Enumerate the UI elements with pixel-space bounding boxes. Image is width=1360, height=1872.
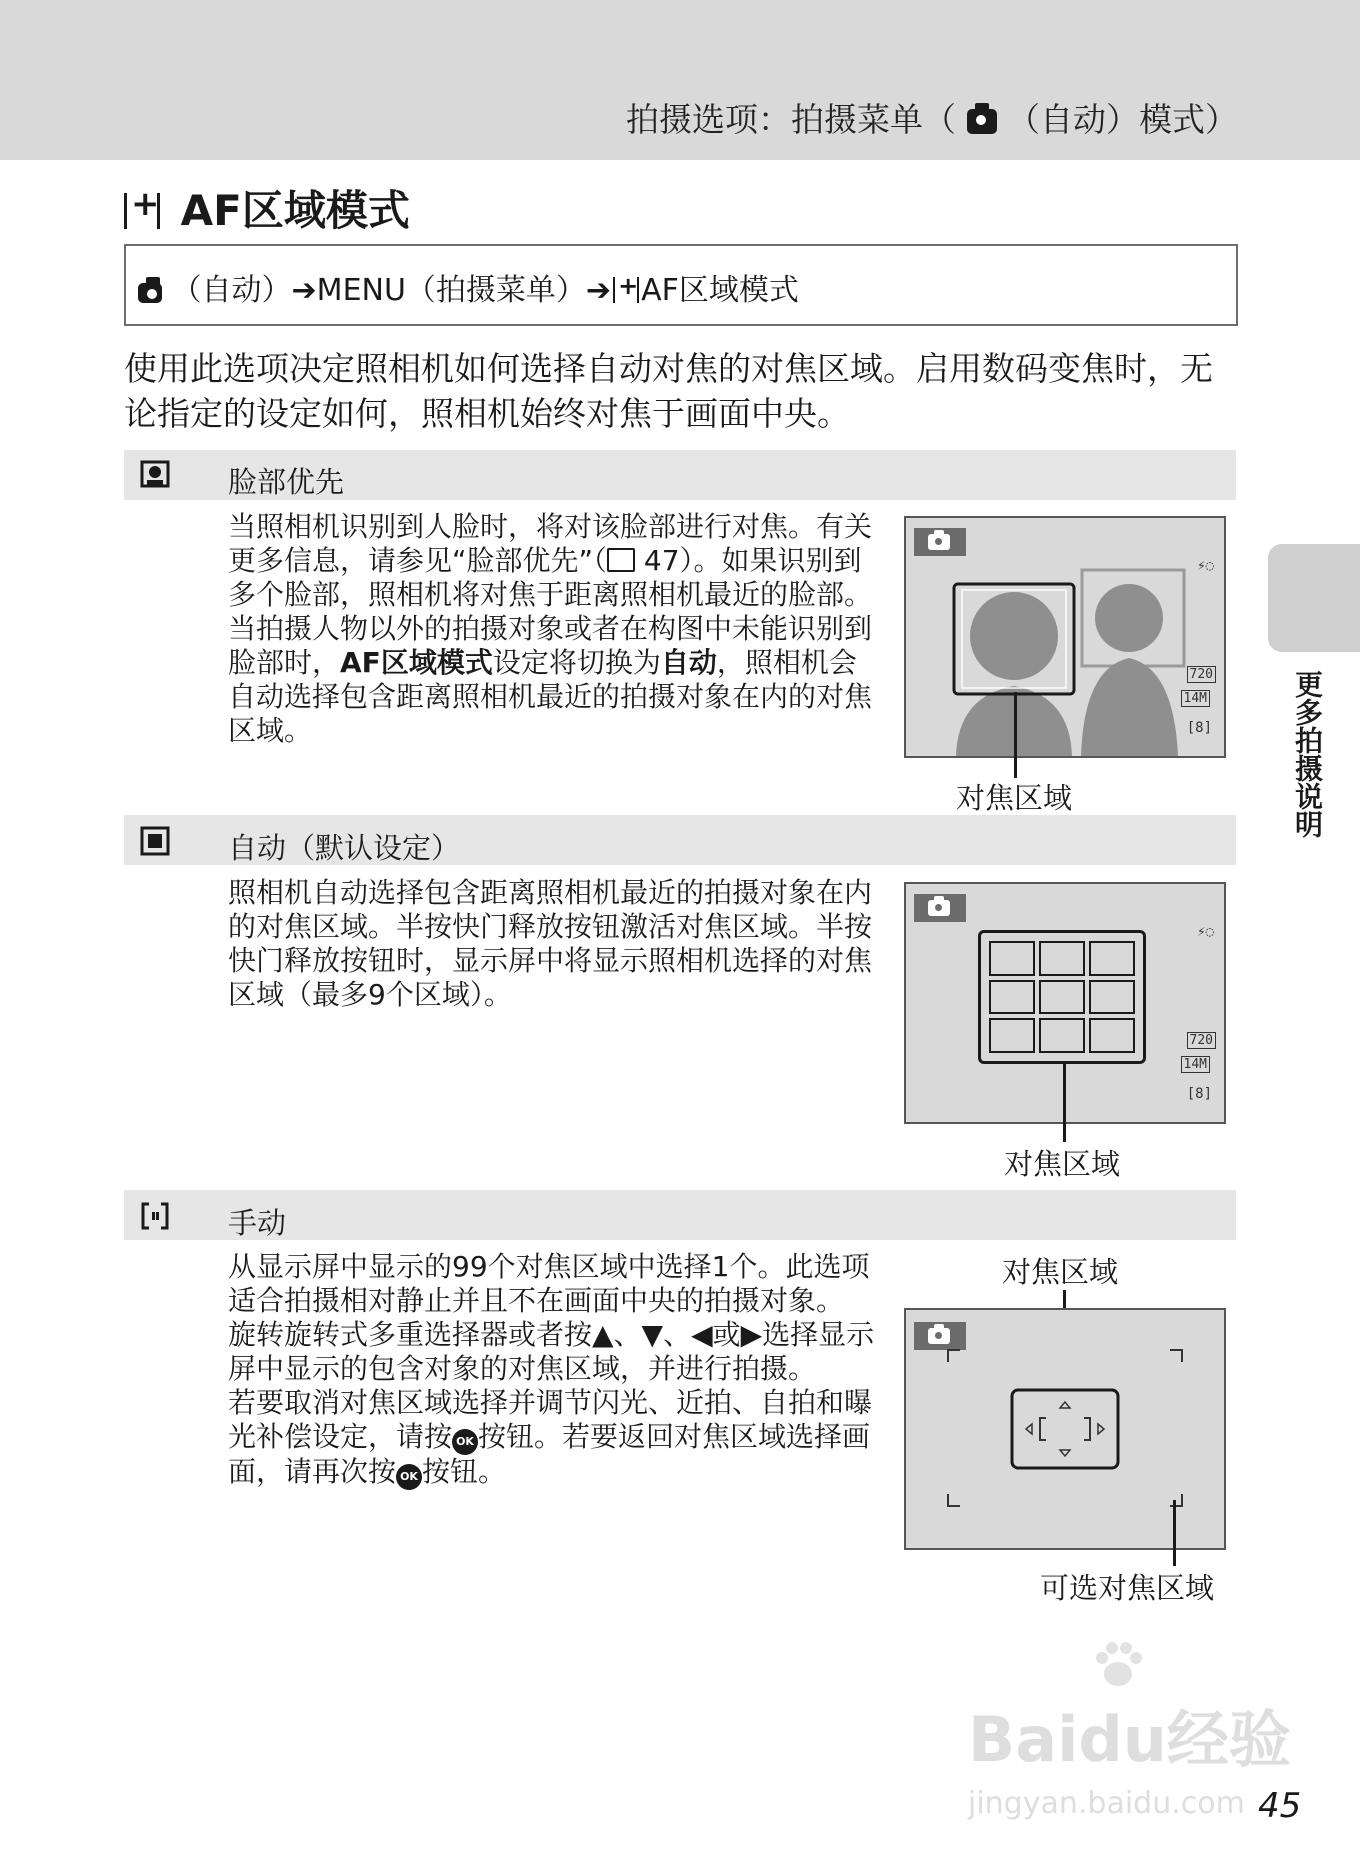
page-title-text: AF区域模式 (180, 186, 410, 235)
section-label-manual: 手动 (228, 1206, 287, 1240)
shooting-mode-tag (914, 894, 966, 922)
af-area-icon (124, 193, 160, 229)
caption-selectable-area: 可选对焦区域 (1040, 1571, 1215, 1605)
section-label-auto: 自动（默认设定） (228, 831, 461, 865)
intro-paragraph: 使用此选项决定照相机如何选择自动对焦的对焦区域。启用数码变焦时，无论指定的设定如何，照相机始终对焦于画面中央。 (124, 349, 1213, 433)
screen-face (904, 516, 1226, 758)
focus-cell (1039, 1018, 1085, 1053)
manual-body-2: 旋转旋转式多重选择器或者按▲、▼、◀或▶选择显示屏中显示的包含对象的对焦区域，并进行拍摄。 (228, 1318, 875, 1385)
screen-manual (904, 1308, 1226, 1550)
flash-icon: ⚡◌ (1197, 558, 1214, 574)
face-body-1b: 47）。如果识别到多个脸部，照相机将对焦于距离照相机最近的脸部。 (228, 544, 873, 611)
breadcrumb-right: （自动）模式） (1007, 100, 1238, 139)
face-1 (970, 592, 1058, 680)
focus-cell (989, 941, 1035, 976)
camera-icon (928, 900, 950, 916)
menu-path-auto: （自动） (171, 273, 292, 308)
manual-scene (906, 1310, 1224, 1548)
watermark-url: jingyan.baidu.com (968, 1786, 1245, 1821)
side-tab (1268, 544, 1360, 652)
breadcrumb-left: 拍摄选项：拍摄菜单（ (626, 100, 956, 139)
face-body-2-bold2: 自动 (660, 646, 717, 679)
caption-focus-area-1: 对焦区域 (956, 781, 1073, 815)
manual-area-icon (140, 1201, 170, 1238)
watermark-brand: Baidu经验 (968, 1703, 1291, 1776)
page-title (124, 178, 410, 238)
corner-tr (1170, 1350, 1182, 1362)
page-number: 45 (1258, 1786, 1302, 1826)
camera-icon (967, 109, 997, 134)
manual-body-3c: 按钮。 (422, 1455, 507, 1488)
section-label-face: 脸部优先 (228, 465, 345, 499)
caption-focus-area-3: 对焦区域 (1002, 1255, 1119, 1289)
flash-icon: ⚡◌ (1197, 924, 1214, 940)
caption-leader-line (1173, 1500, 1176, 1566)
menu-path-menu-arrow: ➔MENU (291, 273, 406, 308)
corner-br (1170, 1494, 1182, 1506)
section-band-manual (124, 1190, 1236, 1240)
caption-focus-area-2: 对焦区域 (1004, 1147, 1121, 1181)
movie-size-indicator: 720 (1187, 1032, 1216, 1048)
focus-cell (989, 1018, 1035, 1053)
face-2 (1095, 584, 1163, 652)
auto-area-icon (140, 826, 170, 863)
focus-cell (1089, 941, 1135, 976)
face-scene (906, 518, 1224, 756)
manual-body-3b: 按钮。若要返回对焦区域选择画面，请再次按 (228, 1420, 871, 1488)
focus-area-group (978, 930, 1146, 1064)
focus-cell (1039, 941, 1085, 976)
header-breadcrumb (626, 94, 1238, 141)
menu-path-af-arrow: ➔ (585, 273, 612, 308)
focus-area-grid (989, 941, 1135, 1053)
focus-cell (989, 980, 1035, 1015)
caption-leader-line (1014, 692, 1017, 778)
manual-body-3a: 若要取消对焦区域选择并调节闪光、近拍、自拍和曝光补偿设定，请按 (228, 1386, 873, 1453)
body-2 (1081, 658, 1178, 756)
frames-remaining: [8] (1186, 1086, 1212, 1102)
face-body-2c: ，照相机会自动选择包含距离照相机最近的拍摄对象在内的对焦区域。 (228, 646, 873, 747)
image-size-indicator: 14M (1181, 1056, 1210, 1072)
menu-path-menu: （拍摄菜单） (405, 273, 586, 308)
face-body-1: 当照相机识别到人脸时，将对该脸部进行对焦。有关更多信息，请参见“脸部优先”（ (228, 510, 873, 577)
focus-cell (1089, 1018, 1135, 1053)
image-size-indicator: 14M (1181, 690, 1210, 706)
focus-cell (1039, 980, 1085, 1015)
section-body-manual (228, 1250, 878, 1490)
camera-icon (138, 283, 162, 303)
menu-path (138, 265, 799, 309)
ok-button-icon: OK (396, 1464, 422, 1490)
corner-tl (948, 1350, 960, 1362)
face-body-2a: 当拍摄人物以外的拍摄对象或者在构图中未能识别到脸部时， (228, 612, 873, 679)
movie-size-indicator: 720 (1187, 666, 1216, 682)
paw-icon (1090, 1640, 1146, 1692)
face-body-2b: 设定将切换为 (492, 646, 661, 679)
focus-cell (1089, 980, 1135, 1015)
ok-button-icon: OK (452, 1429, 478, 1455)
side-tab-label: 更多拍摄说明 (1291, 670, 1324, 838)
section-body-face (228, 510, 878, 748)
face-body-2-bold: AF区域模式 (340, 646, 493, 679)
section-body-auto: 照相机自动选择包含距离照相机最近的拍摄对象在内的对焦区域。半按快门释放按钮激活对焦区域。半按快门释放按钮时，显示屏中将显示照相机选择的对焦区域（最多9个区域）。 (228, 876, 873, 1011)
menu-path-af: AF区域模式 (641, 273, 799, 308)
corner-bl (948, 1494, 960, 1506)
manual-body-1: 从显示屏中显示的99个对焦区域中选择1个。此选项适合拍摄相对静止并且不在画面中央的拍摄对象。 (228, 1250, 870, 1317)
caption-leader-line (1063, 1062, 1066, 1142)
face-priority-icon (140, 460, 170, 497)
book-icon (607, 548, 635, 572)
frames-remaining: [8] (1186, 720, 1212, 736)
af-area-icon (613, 277, 639, 303)
